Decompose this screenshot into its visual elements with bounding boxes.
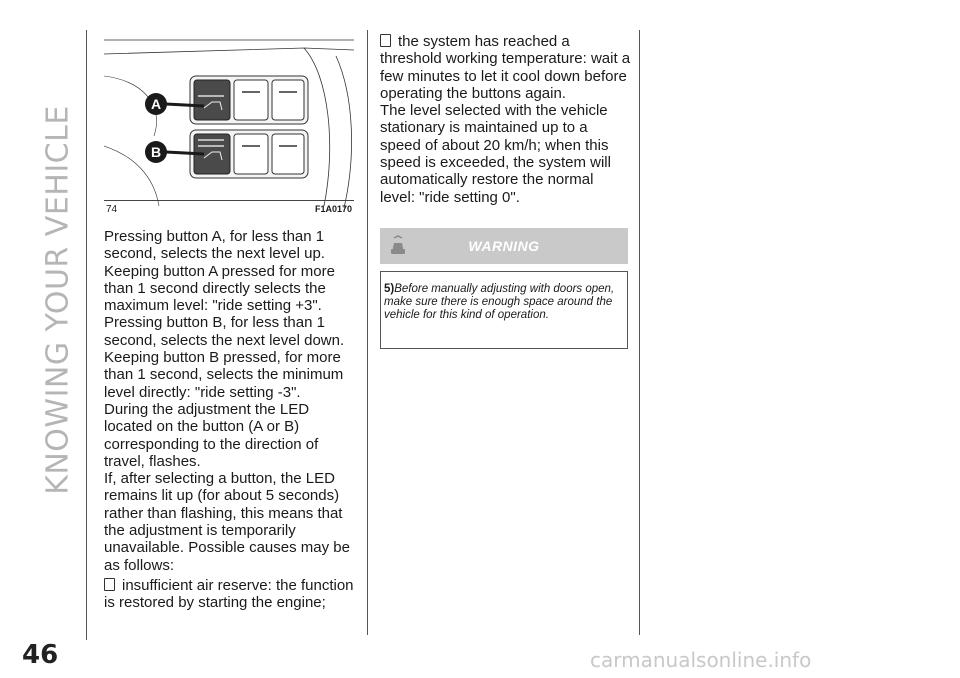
column-divider-2 — [639, 30, 640, 635]
checkbox-bullet-icon — [104, 578, 115, 591]
figure-number: 74 — [106, 204, 118, 215]
figure-code: F1A0170 — [314, 204, 352, 214]
sidebar-divider — [86, 30, 87, 640]
checkbox-bullet-icon — [380, 34, 391, 47]
warning-title: WARNING — [468, 238, 540, 254]
paragraph: If, after selecting a button, the LED remains lit up (for about 5 seconds) rather than flashing, this means that the adjustment is temporarily unavailable. Possible causes may be as follows: — [104, 470, 350, 574]
right-column-text — [380, 33, 632, 206]
warning-note: 5)Before manually adjusting with doors open, make sure there is enough space around the vehicle for this kind of operation. — [384, 283, 615, 322]
figure-caption — [104, 200, 354, 219]
left-column-text — [104, 228, 360, 612]
callout-a: A — [150, 96, 162, 112]
watermark: carmanualsonline.info — [590, 648, 812, 672]
warning-header — [380, 228, 628, 264]
column-divider-1 — [367, 30, 368, 635]
warning-box — [380, 271, 628, 349]
list-item: the system has reached a threshold working temperature: wait a few minutes to let it cool down before operating the buttons again. — [380, 33, 631, 102]
figure-ride-buttons — [104, 36, 354, 212]
list-item: insufficient air reserve: the function is restored by starting the engine; — [104, 576, 354, 612]
ride-setting-buttons-illustration — [104, 36, 354, 212]
page-number: 46 — [22, 640, 59, 670]
paragraph: Pressing button A, for less than 1 second, selects the next level up. Keeping button A pressed for more than 1 second directly selects the maximum level: "ride setting +3". — [104, 228, 335, 315]
paragraph: During the adjustment the LED located on the button (A or B) corresponding to the direction of travel, flashes. — [104, 400, 319, 470]
paragraph: The level selected with the vehicle stationary is maintained up to a speed of about 20 km/h; when this speed is exceeded, the system will automatically restore the normal level: "ride setting 0". — [380, 102, 611, 206]
paragraph: Pressing button B, for less than 1 second, selects the next level down. Keeping button B pressed, for more than 1 second, selects the minimum level directly: "ride setting -3". — [104, 314, 345, 401]
section-title-vertical: KNOWING YOUR VEHICLE — [40, 105, 76, 495]
callout-b: B — [150, 144, 162, 160]
